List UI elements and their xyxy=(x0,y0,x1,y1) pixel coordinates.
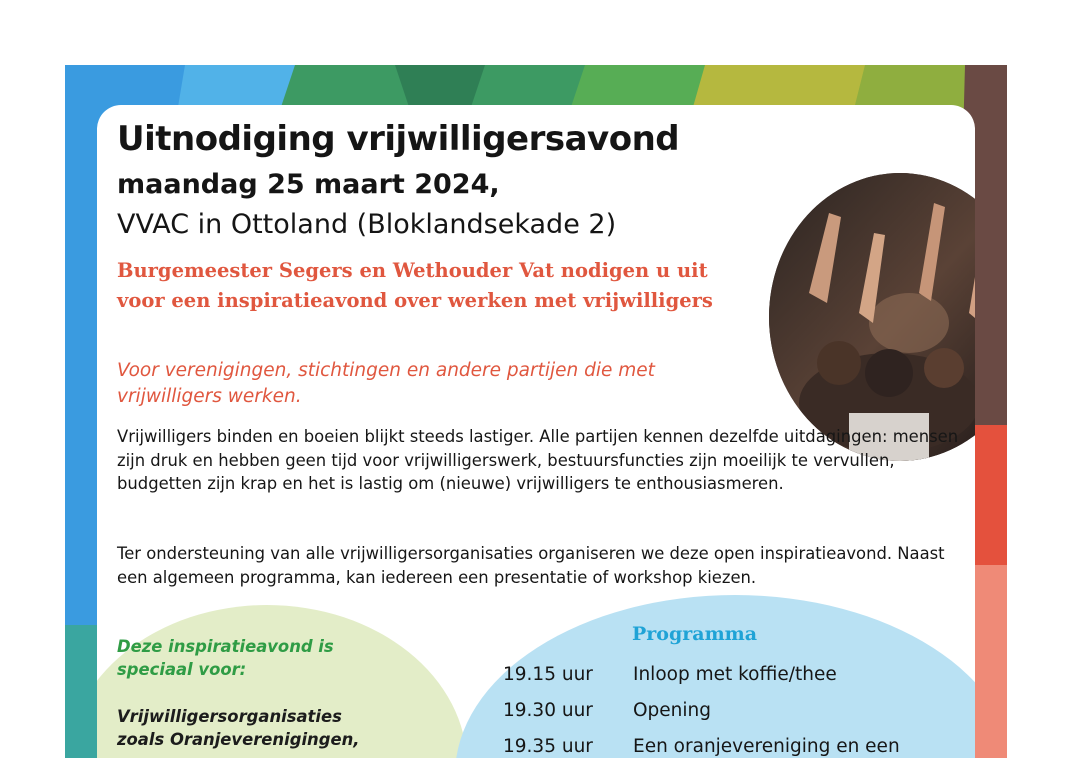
page-title: Uitnodiging vrijwilligersavond xyxy=(117,119,680,159)
intro-paragraph: Vrijwilligers binden en boeien blijkt steeds lastiger. Alle partijen kennen dezelfde uitdagingen: mensen zijn druk en hebben geen tijd voor vrijwilligerswerk, bestuursfuncties zijn moeilijk te vervullen, budgetten zijn krap en het is lastig om (nieuwe) vrijwilligers te enthousiasmeren. xyxy=(117,427,959,493)
programme-item xyxy=(503,736,900,757)
raised-hands-photo xyxy=(769,173,975,461)
audience-text: Voor verenigingen, stichtingen en andere partijen die met vrijwilligers werken. xyxy=(117,360,655,407)
programme-time: 19.15 uur xyxy=(503,664,593,685)
poster xyxy=(65,65,1007,758)
support-paragraph: Ter ondersteuning van alle vrijwilligersorganisaties organiseren we deze open inspiratieavond. Naast een algemeen programma, kan iedereen een presentatie of workshop kiezen. xyxy=(117,544,945,587)
programme-time: 19.30 uur xyxy=(503,700,593,721)
event-date: maandag 25 maart 2024, xyxy=(117,169,500,200)
programme-activity: Opening xyxy=(633,700,712,721)
special-for-title: Deze inspiratieavond is speciaal voor: xyxy=(117,637,334,679)
programme-item xyxy=(503,700,711,721)
special-for-list: Vrijwilligersorganisaties zoals Oranjeverenigingen, xyxy=(117,707,360,749)
programme-time: 19.35 uur xyxy=(503,736,593,757)
programme-activity: Inloop met koffie/thee xyxy=(633,664,837,685)
programme-title: Programma xyxy=(632,623,758,645)
programme-activity: Een oranjevereniging en een xyxy=(633,736,900,757)
invitation-text: Burgemeester Segers en Wethouder Vat nodigen u uit voor een inspiratieavond over werken met vrijwilligers xyxy=(117,259,713,312)
programme-item xyxy=(503,664,837,685)
event-venue: VVAC in Ottoland (Bloklandsekade 2) xyxy=(117,209,617,240)
invitation-card xyxy=(97,105,975,758)
